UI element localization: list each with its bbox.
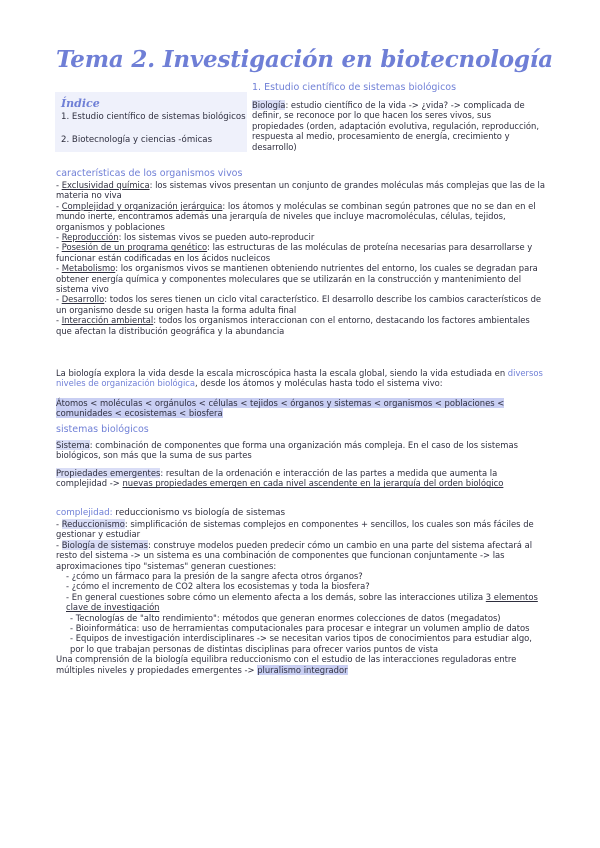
complexity-heading [56, 508, 546, 518]
reduc-def: : simplificación de sistemas complejos en componentes + sencillos, los cuales son más fáciles de gestionar y estudiar [56, 519, 534, 540]
scale-text-end: , desde los átomos y moléculas hasta todo el sistema vivo: [195, 378, 443, 389]
biology-definition [252, 100, 542, 152]
levels-line [56, 398, 546, 419]
complexity-heading-rest: reduccionismo vs biología de sistemas [112, 508, 286, 518]
key-elements: 3 elementos clave de investigación [66, 591, 538, 613]
list-item: - ¿cómo el incremento de CO2 altera los ecosistemas y toda la biosfera? [66, 581, 370, 592]
question: ¿cómo un fármaco para la presión de la sangre afecta otros órganos? [71, 571, 363, 582]
index-item-2: 2. Biotecnología y ciencias -ómicas [61, 135, 213, 145]
systems-heading: sistemas biológicos [56, 424, 149, 435]
index-heading: Índice [61, 97, 100, 110]
complexity-heading-blue: complejidad: [56, 508, 113, 518]
char-text: : los sistemas vivos se pueden auto-reproducir [118, 232, 315, 243]
final-text: Una comprensión de la biología equilibra reduccionismo con el estudio de las interacciones reguladoras entre múltiples niveles y propiedades emergentes -> [56, 654, 517, 675]
char-text: : los organismos vivos se mantienen obteniendo nutrientes del entorno, los cuales se degradan para obtener energía química y componentes moleculares que se utilizarán en la construcción y mantenimiento del sistema vivo [56, 263, 538, 295]
char-text: : todos los seres tienen un ciclo vital característico. El desarrollo describe los cambios característicos de un organismo desde su origen hasta la forma adulta final [56, 294, 542, 315]
char-term: Desarrollo [61, 294, 105, 305]
list-item: - Complejidad y organización jerárquica: los átomos y moléculas se combinan según patrones que no se dan en el mundo inerte, encontramos además una jerarquía de niveles que incluye macromoléculas, células, tejidos, organismos y poblaciones [56, 200, 536, 232]
list-item: - Bioinformática: uso de herramientas computacionales para procesar e integrar un volumen amplio de datos [70, 623, 530, 634]
char-term: Posesión de un programa genético [61, 242, 208, 253]
sysbio-term: Biología de sistemas [61, 539, 149, 550]
section1-heading: 1. Estudio científico de sistemas biológicos [252, 82, 457, 93]
list-item: - Metabolismo: los organismos vivos se mantienen obteniendo nutrientes del entorno, los cuales se degradan para obtener energía química y componentes moleculares que se utilizarán en la construcción y mantenimiento del sistema vivo [56, 263, 538, 295]
tool: Equipos de investigación interdisciplinares -> se necesitan varios tipos de conocimientos para estudiar algo, por lo que trabajan personas de distintas disciplinas para ofrecer varios puntos de vista [70, 633, 532, 654]
system-definition [56, 440, 546, 461]
list-item: - Reproducción: los sistemas vivos se pueden auto-reproducir [56, 232, 315, 243]
list-item: - ¿cómo un fármaco para la presión de la sangre afecta otros órganos? [66, 571, 363, 582]
system-def-text: : combinación de componentes que forma una organización más compleja. En el caso de los sistemas biológicos, son más que la suma de sus partes [56, 440, 518, 461]
tool: Bioinformática: uso de herramientas computacionales para procesar e integrar un volumen amplio de datos [75, 623, 530, 634]
char-term: Reproducción [61, 232, 119, 243]
char-term: Exclusividad química [61, 180, 150, 190]
char-text: : todos los organismos interaccionan con el entorno, destacando los factores ambientales que afectan la distribución geográfica y la abundancia [56, 315, 530, 336]
scale-highlight: diversos niveles de organización biológica [56, 368, 543, 389]
list-item: - Exclusividad química: los sistemas vivos presentan un conjunto de grandes moléculas más complejas que las de la materia no viva [56, 180, 546, 201]
characteristics-list [56, 180, 546, 336]
char-text: : las estructuras de las moléculas de proteína necesarias para desarrollarse y funcionar están codificadas en los ácidos nucleicos [56, 242, 533, 263]
list-item: - Equipos de investigación interdisciplinares -> se necesitan varios tipos de conocimientos para estudiar algo, por lo que trabajan personas de distintas disciplinas para ofrecer varios puntos de vista [70, 633, 532, 654]
reduc-term: Reduccionismo [61, 519, 125, 529]
levels-highlight: Átomos < moléculas < orgánulos < células < tejidos < órganos y sistemas < organismos < poblaciones < comunidades < ecosistemas < biosfera [56, 398, 505, 419]
scale-text: La biología explora la vida desde la escala microscópica hasta la escala global, siendo la vida estudiada en [56, 368, 508, 378]
char-term: Complejidad y organización jerárquica [61, 200, 223, 211]
char-term: Metabolismo [61, 263, 116, 274]
char-text: : los sistemas vivos presentan un conjunto de grandes moléculas más complejas que las de la materia no viva [56, 180, 546, 201]
index-item-1: 1. Estudio científico de sistemas biológicos [61, 112, 246, 122]
final-paragraph [56, 654, 546, 675]
list-item: - Posesión de un programa genético: las estructuras de las moléculas de proteína necesarias para desarrollarse y funcionar están codificadas en los ácidos nucleicos [56, 242, 533, 263]
biology-term: Biología [252, 100, 286, 110]
final-highlight: pluralismo integrador [257, 664, 348, 675]
list-item: - En general cuestiones sobre cómo un elemento afecta a los demás, sobre las interacciones utiliza 3 elementos clave de investigación [66, 591, 538, 613]
sysbio-def: : construye modelos pueden predecir cómo un cambio en una parte del sistema afectará al resto del sistema -> un sistema es una combinación de componentes que funcionan conjuntamente -> las aproximaciones tipo "sistemas" generan cuestiones: [56, 539, 533, 571]
question: ¿cómo el incremento de CO2 altera los ecosistemas y toda la biosfera? [71, 581, 370, 592]
general-question: En general cuestiones sobre cómo un elemento afecta a los demás, sobre las interacciones utiliza [71, 591, 486, 602]
biology-def-text: : estudio científico de la vida -> ¿vida? -> complicada de definir, se reconoce por lo que hacen los seres vivos, sus propiedades (orden, adaptación evolutiva, regulación, reproducción, respuesta al medio, procesamiento de energía, crecimiento y desarrollo) [252, 100, 540, 152]
list-item: - Interacción ambiental: todos los organismos interaccionan con el entorno, destacando los factores ambientales que afectan la distribución geográfica y la abundancia [56, 315, 530, 336]
emergent-underline: nuevas propiedades emergen en cada nivel ascendente en la jerarquía del orden biológico [122, 478, 504, 489]
emergent-definition [56, 468, 546, 489]
complexity-body [56, 519, 546, 675]
emergent-def-text: : resultan de la ordenación e interacción de las partes a medida que aumenta la complejidad -> [56, 468, 498, 489]
char-text: : los átomos y moléculas se combinan según patrones que no se dan en el mundo inerte, encontramos además una jerarquía de niveles que incluye macromoléculas, células, tejidos, organismos y poblaciones [56, 200, 536, 232]
tool: Tecnologías de "alto rendimiento": métodos que generan enormes colecciones de datos (megadatos) [75, 612, 501, 623]
char-term: Interacción ambiental [61, 315, 154, 326]
page-title: Tema 2. Investigación en biotecnología [56, 46, 554, 73]
characteristics-heading: características de los organismos vivos [56, 168, 243, 179]
emergent-term: Propiedades emergentes [56, 468, 161, 478]
list-item: - Tecnologías de "alto rendimiento": métodos que generan enormes colecciones de datos (megadatos) [70, 612, 501, 623]
list-item: - Biología de sistemas: construye modelos pueden predecir cómo un cambio en una parte del sistema afectará al resto del sistema -> un sistema es una combinación de componentes que funcionan conjuntamente -> las aproximaciones tipo "sistemas" generan cuestiones: [56, 539, 533, 571]
scale-paragraph [56, 368, 546, 389]
list-item: - Reduccionismo: simplificación de sistemas complejos en componentes + sencillos, los cuales son más fáciles de gestionar y estudiar [56, 519, 534, 540]
list-item: - Desarrollo: todos los seres tienen un ciclo vital característico. El desarrollo describe los cambios característicos de un organismo desde su origen hasta la forma adulta final [56, 294, 542, 315]
system-term: Sistema [56, 440, 90, 450]
